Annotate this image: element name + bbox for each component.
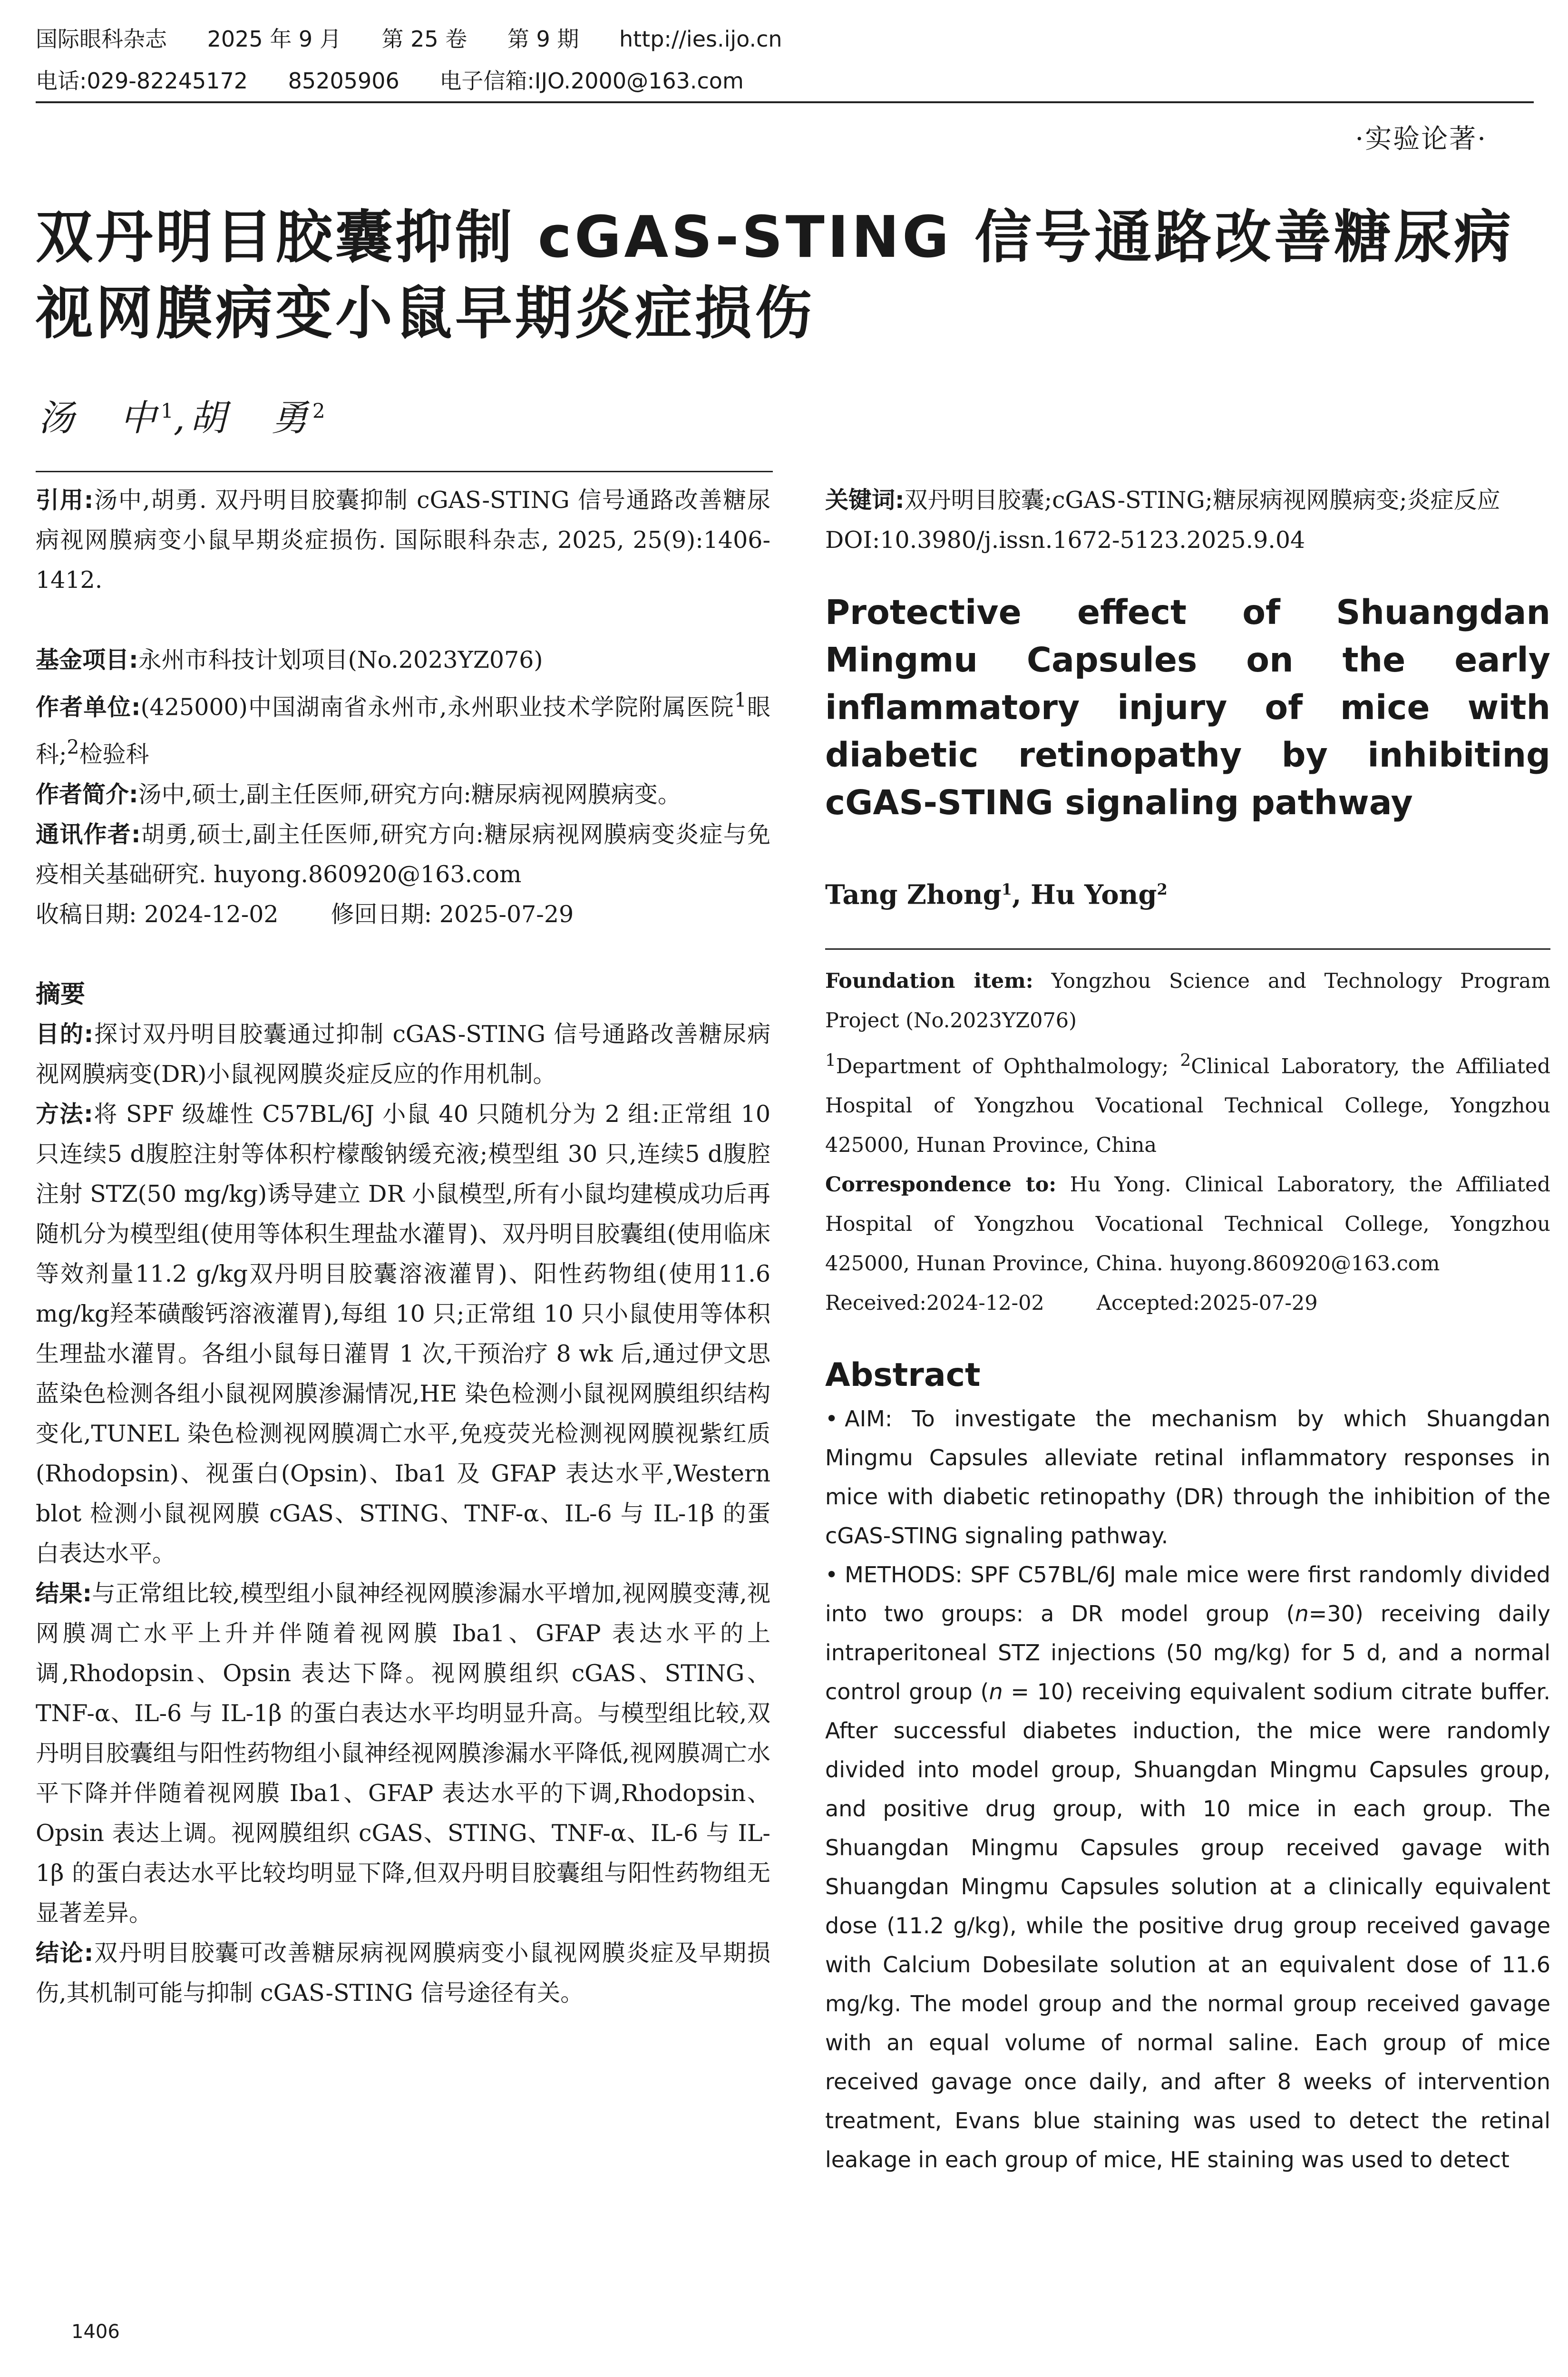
- header-row-1: [36, 18, 1534, 60]
- journal-name: 国际眼科杂志: [36, 26, 167, 52]
- left-column-rule: [36, 471, 773, 472]
- doi: DOI:10.3980/j.issn.1672-5123.2025.9.04: [825, 526, 1305, 554]
- methods-text-en-3: = 10) receiving equivalent sodium citrate buffer. After successful diabetes induction, the mice were randomly divided into model group, Shuangdan Mingmu Capsules group, and positive drug group, with 10 mice in each group. The Shuangdan Mingmu Capsules group received gavage with Shuangdan Mingmu Capsules solution at a clinically equivalent dose (11.2 g/kg), while the positive drug group received gavage with Calcium Dobesilate solution at an equivalent dose of 11.6 mg/kg. The model group and the normal group received gavage with an equal volume of normal saline. Each group of mice received gavage once daily, and after 8 weeks of intervention treatment, Evans blue staining was used to detect the retinal leakage in each group of mice, HE staining was used to detect: [825, 1678, 1550, 2172]
- aim-label-en: AIM:: [845, 1405, 893, 1432]
- methods-label-en: METHODS:: [845, 1561, 963, 1588]
- abstract-heading-zh: 摘要: [36, 980, 86, 1009]
- affil-sup-2: 2: [1180, 1050, 1191, 1070]
- author-unit: [36, 680, 770, 775]
- volume: 第 25 卷: [381, 26, 467, 52]
- phone: 电话:029-82245172: [36, 68, 248, 94]
- citation: [36, 480, 770, 600]
- n-variable: n: [989, 1678, 1003, 1705]
- author-unit-text-2: 眼科;: [36, 693, 770, 768]
- conclusion-label-zh: 结论:: [36, 1939, 94, 1967]
- author-unit-text: (425000)中国湖南省永州市,永州职业技术学院附属医院: [140, 693, 734, 721]
- author-intro-text: 汤中,硕士,副主任医师,研究方向:糖尿病视网膜病变。: [138, 780, 681, 808]
- issue: 第 9 期: [507, 26, 579, 52]
- aim-label-zh: 目的:: [36, 1020, 94, 1048]
- accepted-en: Accepted:2025-07-29: [1096, 1291, 1318, 1315]
- affil-sup-1: 1: [825, 1050, 836, 1070]
- issue-date: 2025 年 9 月: [207, 26, 341, 52]
- affil-text-2: Clinical Laboratory, the Affiliated Hospital of Yongzhou Vocational Technical College, Yongzhou 425000, Hunan Province, China: [825, 1054, 1550, 1157]
- methods-text-en-1: SPF C57BL/6J male mice were first randomly divided into two groups: a DR model group (: [825, 1561, 1550, 1627]
- email: 电子信箱:IJO.2000@163.com: [439, 68, 744, 94]
- funding: [36, 640, 770, 680]
- abstract-title-en: Abstract: [825, 1356, 981, 1394]
- title-en: Protective effect of Shuangdan Mingmu Capsules on the early inflammatory injury of mice with diabetic retinopathy by inhibiting cGAS-STING signaling pathway: [825, 593, 1550, 822]
- abstract-methods-en: [825, 1555, 1550, 2179]
- results-label-zh: 结果:: [36, 1579, 92, 1607]
- running-header: [36, 18, 1534, 102]
- author-separator: ,: [173, 397, 190, 439]
- methods-text-en-2: =30) receiving daily intraperitoneal STZ injections (50 mg/kg) for 5 d, and a normal control group (: [825, 1600, 1550, 1705]
- english-metadata: [825, 962, 1550, 1323]
- keywords-text: 双丹明目胶囊;cGAS-STING;糖尿病视网膜病变;炎症反应: [904, 487, 1500, 514]
- methods-label-zh: 方法:: [36, 1100, 93, 1128]
- correspondence-text: 胡勇,硕士,副主任医师,研究方向:糖尿病视网膜病变炎症与免疫相关基础研究. huyong.860920@163.com: [36, 820, 770, 888]
- author-intro: [36, 775, 770, 815]
- funding-label: 基金项目:: [36, 646, 138, 673]
- right-column-rule: [825, 948, 1550, 950]
- author-en-separator: ,: [1012, 879, 1031, 911]
- bullet-icon: •: [825, 1561, 838, 1588]
- correspondence-label: 通讯作者:: [36, 820, 141, 848]
- bullet-icon: •: [825, 1405, 838, 1432]
- title-zh: [36, 200, 1534, 352]
- author-1-affil: 1: [161, 399, 174, 423]
- header-rule: [36, 101, 1534, 103]
- aim-text-en: To investigate the mechanism by which Shuangdan Mingmu Capsules alleviate retinal inflammatory responses in mice with diabetic retinopathy (DR) through the inhibition of the cGAS-STING signaling pathway.: [825, 1405, 1550, 1549]
- author-unit-sup-1: 1: [734, 689, 747, 711]
- correspondence: [36, 815, 770, 895]
- n-variable: n: [1295, 1600, 1309, 1627]
- affiliation-en: [825, 1041, 1550, 1165]
- results-text-zh: 与正常组比较,模型组小鼠神经视网膜渗漏水平增加,视网膜变薄,视网膜凋亡水平上升并伴随着视网膜 Iba1、GFAP 表达水平的上调,Rhodopsin、Opsin 表达下降。视网膜组织 cGAS、STING、TNF-α、IL-6 与 IL-1β 的蛋白表达水平均明显升高。与模型组比较,双丹明目胶囊组与阳性药物组小鼠神经视网膜渗漏水平降低,视网膜凋亡水平下降并伴随着视网膜 Iba1、GFAP 表达水平的下调,Rhodopsin、Opsin 表达上调。视网膜组织 cGAS、STING、TNF-α、IL-6 与 IL-1β 的蛋白表达水平比较均明显下降,但双丹明目胶囊组与阳性药物组无显著差异。: [36, 1579, 770, 1927]
- abstract-results-zh: [36, 1574, 770, 1933]
- author-unit-sup-2: 2: [67, 736, 79, 759]
- abstract-conclusion-zh: [36, 1933, 770, 2013]
- keywords: [825, 480, 1550, 520]
- header-row-2: [36, 60, 1534, 102]
- foundation-text: Yongzhou Science and Technology Program Project (No.2023YZ076): [825, 969, 1550, 1033]
- funding-text: 永州市科技计划项目(No.2023YZ076): [138, 646, 543, 673]
- author-unit-label: 作者单位:: [36, 693, 141, 721]
- title-zh-line-2: 视网膜病变小鼠早期炎症损伤: [36, 281, 815, 347]
- author-en-1: Tang Zhong: [825, 879, 1002, 911]
- author-intro-label: 作者简介:: [36, 780, 138, 808]
- affil-text-1: Department of Ophthalmology;: [836, 1054, 1180, 1078]
- abstract-aim-en: [825, 1399, 1550, 1555]
- correspondence-en-label: Correspondence to:: [825, 1172, 1057, 1197]
- dates: [36, 895, 770, 935]
- author-en-2: Hu Yong: [1031, 879, 1157, 911]
- abstract-methods-zh: [36, 1094, 770, 1574]
- author-unit-text-3: 检验科: [79, 740, 149, 768]
- author-en-1-affil: 1: [1001, 880, 1013, 898]
- right-column: [825, 480, 1550, 2179]
- foundation-item: [825, 962, 1550, 1041]
- dates-en: [825, 1284, 1550, 1323]
- abstract-en: [825, 1399, 1550, 2179]
- author-1: 汤 中: [38, 397, 161, 439]
- correspondence-en-text: Hu Yong. Clinical Laboratory, the Affiliated Hospital of Yongzhou Vocational Technical College, Yongzhou 425000, Hunan Province, China. huyong.860920@163.com: [825, 1172, 1550, 1276]
- section-tag: ·实验论著·: [1355, 124, 1487, 155]
- phone-2: 85205906: [288, 68, 399, 94]
- journal-url: http://ies.ijo.cn: [619, 26, 782, 52]
- author-2: 胡 勇: [189, 397, 312, 439]
- citation-label: 引用:: [36, 487, 94, 514]
- methods-text-zh: 将 SPF 级雄性 C57BL/6J 小鼠 40 只随机分为 2 组:正常组 10 只连续5 d腹腔注射等体积柠檬酸钠缓充液;模型组 30 只,连续5 d腹腔注射 STZ(50 mg/kg)诱导建立 DR 小鼠模型,所有小鼠均建模成功后再随机分为模型组(使用等体积生理盐水灌胃)、双丹明目胶囊组(使用临床等效剂量11.2 g/kg双丹明目胶囊溶液灌胃)、阳性药物组(使用11.6 mg/kg羟苯磺酸钙溶液灌胃),每组 10 只;正常组 10 只小鼠使用等体积生理盐水灌胃。各组小鼠每日灌胃 1 次,干预治疗 8 wk 后,通过伊文思蓝染色检测各组小鼠视网膜渗漏情况,HE 染色检测小鼠视网膜组织结构变化,TUNEL 染色检测视网膜凋亡水平,免疫荧光检测视网膜视紫红质(Rhodopsin)、视蛋白(Opsin)、Iba1 及 GFAP 表达水平,Western blot 检测小鼠视网膜 cGAS、STING、TNF-α、IL-6 与 IL-1β 的蛋白表达水平。: [36, 1100, 770, 1567]
- correspondence-en: [825, 1165, 1550, 1284]
- revised-date: 修回日期: 2025-07-29: [331, 900, 574, 928]
- keywords-label: 关键词:: [825, 487, 905, 514]
- citation-text: 汤中,胡勇. 双丹明目胶囊抑制 cGAS-STING 信号通路改善糖尿病视网膜病变小鼠早期炎症损伤. 国际眼科杂志, 2025, 25(9):1406-1412.: [36, 487, 770, 594]
- authors-en: [825, 869, 1550, 915]
- title-zh-line-1: 双丹明目胶囊抑制 cGAS-STING 信号通路改善糖尿病: [36, 205, 1514, 271]
- author-en-2-affil: 2: [1157, 880, 1168, 898]
- aim-text-zh: 探讨双丹明目胶囊通过抑制 cGAS-STING 信号通路改善糖尿病视网膜病变(DR)小鼠视网膜炎症反应的作用机制。: [36, 1020, 770, 1088]
- foundation-label: Foundation item:: [825, 969, 1033, 993]
- page-number: 1406: [71, 2321, 120, 2343]
- authors-zh: [38, 389, 325, 441]
- abstract-aim-zh: [36, 1014, 770, 1094]
- author-2-affil: 2: [312, 399, 325, 423]
- conclusion-text-zh: 双丹明目胶囊可改善糖尿病视网膜病变小鼠视网膜炎症及早期损伤,其机制可能与抑制 cGAS-STING 信号途径有关。: [36, 1939, 770, 2007]
- received-date: 收稿日期: 2024-12-02: [36, 900, 279, 928]
- left-column: [36, 480, 770, 2013]
- received-en: Received:2024-12-02: [825, 1291, 1044, 1315]
